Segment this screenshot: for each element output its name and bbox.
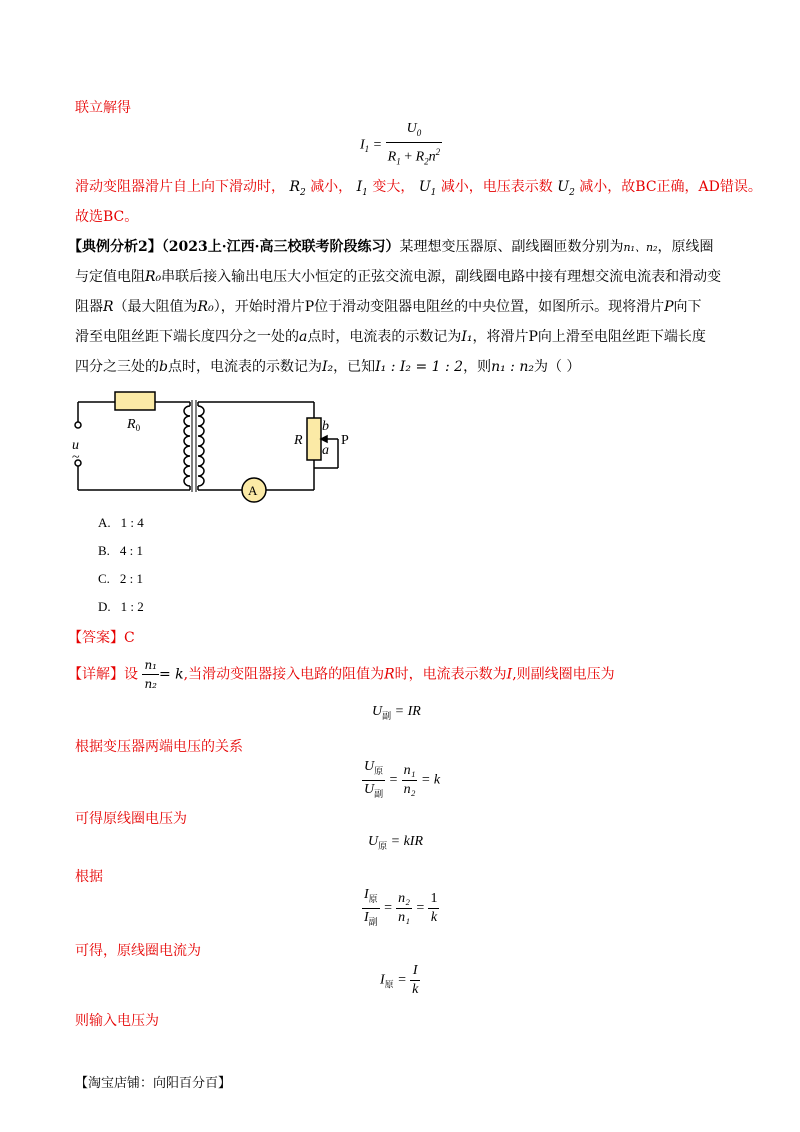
option-b[interactable]: B. 4 : 1 <box>98 543 144 558</box>
transformer-relation-text: 根据变压器两端电压的关系 <box>75 739 243 755</box>
analysis-text: 滑动变阻器滑片自上向下滑动时， $R_2$ 减小， $I_1$ 变大， $U_1$ 减小，电压表示数 $U_2$ 减小，故BC正确，AD错误。 <box>75 179 762 198</box>
r-label: R <box>294 433 303 448</box>
primary-voltage-text: 可得原线圈电压为 <box>75 811 187 827</box>
option-c[interactable]: C. 2 : 1 <box>98 571 144 586</box>
p-label: P <box>341 433 349 448</box>
according-text: 根据 <box>75 869 103 885</box>
equation-current-i1: $I_1$ = $\frac{U_0}{R_1 + R_2n^2}$ <box>360 121 441 167</box>
equation-i-primary: $I_原$ = $\frac{I}{k}$ <box>380 963 419 997</box>
option-a[interactable]: A. 1 : 4 <box>98 515 144 530</box>
example-line-3: 阻器R（最大阻值为R₀），开始时滑片P位于滑动变阻器电阻丝的中央位置，如图所示。现将滑片P向下 <box>75 299 702 315</box>
option-d[interactable]: D. 1 : 2 <box>98 599 144 614</box>
choose-bc-text: 故选BC。 <box>75 209 139 225</box>
circuit-diagram <box>70 388 360 508</box>
solve-simultaneous-text: 联立解得 <box>75 100 131 116</box>
equation-voltage-ratio: $\frac{U_原}{U_副}$ = $\frac{\text{n₁}}{\text{n₂}}$ = k <box>364 759 441 799</box>
example-line-2: 与定值电阻R₀串联后接入输出电压大小恒定的正弦交流电源，副线圈电路中接有理想交流电流表和滑动变 <box>75 269 722 285</box>
example-line-1: 【典例分析2】（2023上·江西·高三校联考阶段练习）某理想变压器原、副线圈匝数分别为n₁、n₂，原线圈 <box>68 239 714 255</box>
r0-label: $R_0$ <box>127 417 141 433</box>
equation-current-ratio: $\frac{I_原}{I_副}$ = $\frac{\text{n₂}}{\text{n₁}}$ = $\frac{1}{k}$ <box>364 887 438 927</box>
example-line-5: 四分之三处的b点时，电流表的示数记为I₂，已知I₁ : I₂ = 1 : 2，则n₁ : n₂为（ ） <box>75 359 581 375</box>
ammeter-label: A <box>248 483 258 498</box>
a-label: a <box>322 443 329 458</box>
input-voltage-text: 则输入电压为 <box>75 1013 159 1029</box>
b-label: b <box>322 419 329 434</box>
example-line-4: 滑至电阻丝距下端长度四分之一处的a点时，电流表的示数记为I₁，将滑片P向上滑至电阻丝距下端长度 <box>75 329 706 345</box>
tilde-label: ~ <box>72 450 80 465</box>
equation-u-secondary: $U_副$ = IR <box>372 704 421 721</box>
u-label: u <box>72 438 79 453</box>
footer-shop-text: 【淘宝店铺：向阳百分百】 <box>75 1076 232 1091</box>
equation-u-primary: $U_原$ = kIR <box>368 834 424 851</box>
answer-line: 【答案】C <box>68 630 135 646</box>
primary-current-text: 可得，原线圈电流为 <box>75 943 201 959</box>
detail-line: 【详解】设 $\frac{\text{n₁}}{\text{n₂}}$ = k,当滑动变阻器接入电路的阻值为R时，电流表示数为I,则副线圈电压为 <box>68 658 615 691</box>
